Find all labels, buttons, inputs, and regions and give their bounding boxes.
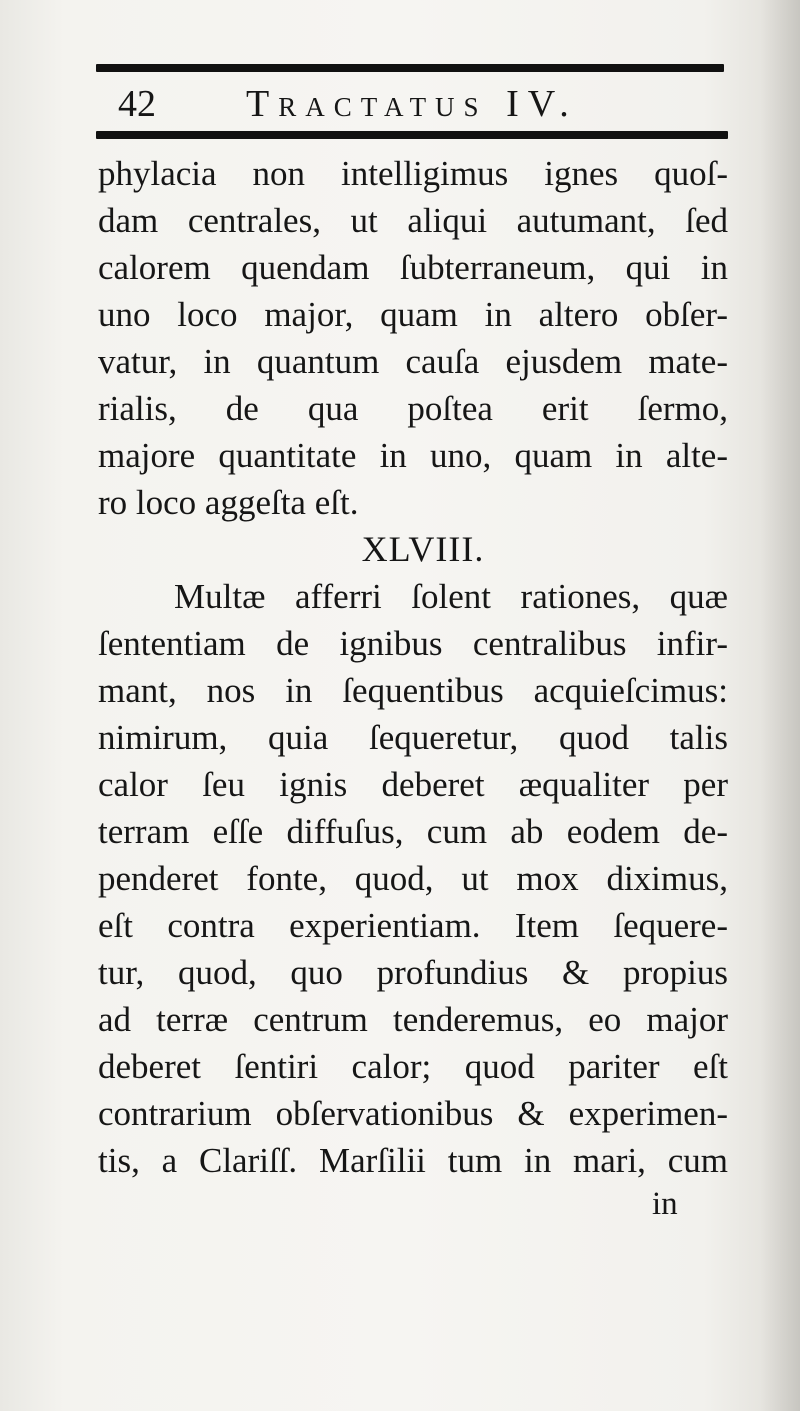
page-edge-shadow (760, 0, 800, 1411)
text-line: ad terræ centrum tenderemus, eo major (98, 1000, 728, 1039)
text-line: calor ſeu ignis deberet æqualiter per (98, 765, 728, 804)
text-line: ro loco aggeſta eſt. (98, 483, 359, 522)
text-line: Multæ afferri ſolent rationes, quæ (174, 577, 728, 616)
paragraph-2 (98, 573, 728, 1184)
text-line: dam centrales, ut aliqui autumant, ſed (98, 201, 728, 240)
section-heading: XLVIII. (361, 529, 485, 569)
text-line: vatur, in quantum cauſa ejusdem mate- (98, 342, 728, 381)
running-header (100, 76, 720, 130)
running-title: Tractatus IV. (246, 83, 578, 125)
header-rule-bottom (96, 131, 728, 139)
text-line: nimirum, quia ſequeretur, quod talis (98, 718, 728, 757)
text-line: terram eſſe diffuſus, cum ab eodem de- (98, 812, 728, 851)
catchword: in (652, 1186, 678, 1222)
paragraph-1 (98, 150, 728, 526)
text-line: tis, a Clariſſ. Marſilii tum in mari, cum (98, 1141, 728, 1180)
header-rule-top (96, 64, 724, 72)
text-line: phylacia non intelligimus ignes quoſ- (98, 154, 728, 193)
text-line: deberet ſentiri calor; quod pariter eſt (98, 1047, 728, 1086)
text-line: contrarium obſervationibus & experimen- (98, 1094, 728, 1133)
text-line: rialis, de qua poſtea erit ſermo, (98, 389, 728, 428)
body-text (98, 150, 728, 1184)
text-line: penderet fonte, quod, ut mox diximus, (98, 859, 728, 898)
text-line: calorem quendam ſubterraneum, qui in (98, 248, 728, 287)
text-line: mant, nos in ſequentibus acquieſcimus: (98, 671, 728, 710)
text-line: tur, quod, quo profundius & propius (98, 953, 728, 992)
page-number: 42 (118, 83, 156, 125)
text-line: ſententiam de ignibus centralibus infir- (98, 624, 728, 663)
text-line: eſt contra experientiam. Item ſequere- (98, 906, 728, 945)
text-line: uno loco major, quam in altero obſer- (98, 295, 728, 334)
text-line: majore quantitate in uno, quam in alte- (98, 436, 728, 475)
